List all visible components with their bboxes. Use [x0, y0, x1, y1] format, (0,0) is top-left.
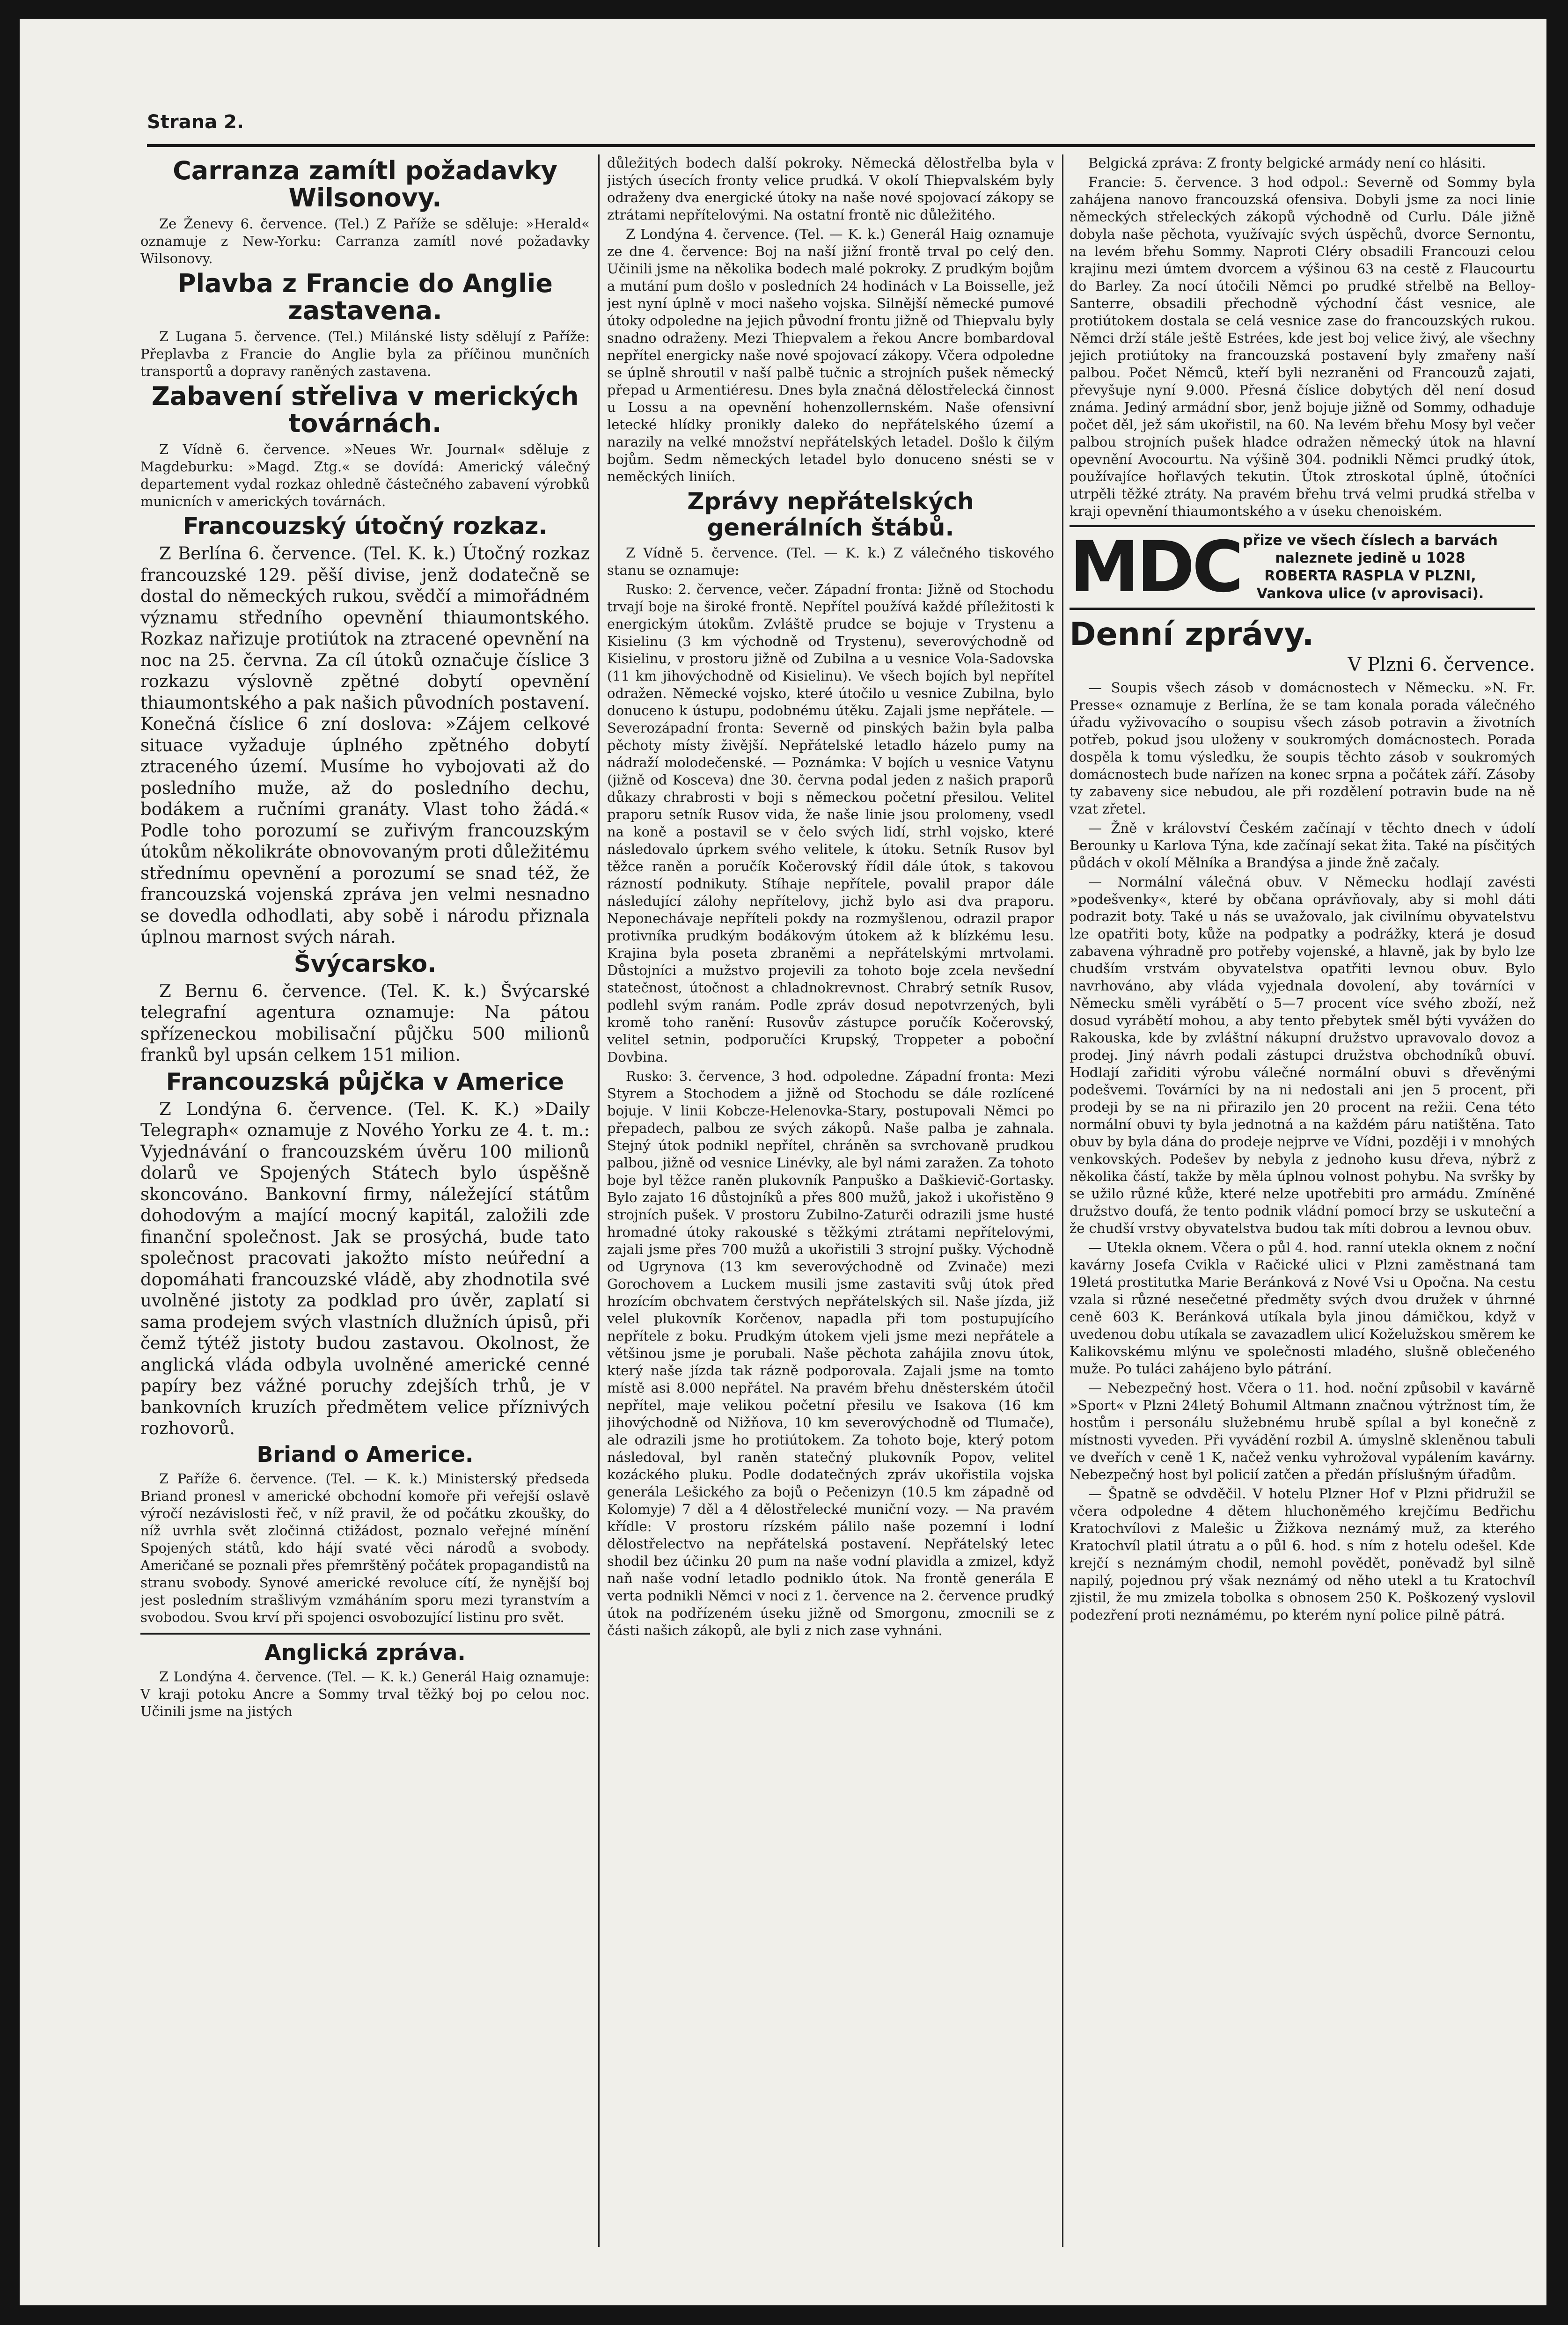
- advertisement: [1070, 525, 1535, 610]
- dateline: V Plzni 6. července.: [1348, 654, 1535, 675]
- article-stab-rusko-1: Rusko: 2. července, večer. Západní fronta: Jižně od Stochodu trvají boje na široké frontě. Nepřítel používá každé příležitosti k energickým útokům. Zvláště prudce se bojuje v Trystenu a Kisielinu (3 km východně od Trystenu), severovýchodně od Kisielinu, v prostoru jižně od Zubilna a u vesnice Vola-Sadovska (11 km jihovýchodně od Kisielinu). Ve všech bojích byl nepřítel odražen. Německé vojsko, které útočilo u vesnice Zubilna, bylo donuceno k ústupu, podobnému útěku. Zajali jsme nepřátele. — Severozápadní fronta: Severně od pinských bažin byla palba pěchoty místy živější. Nepřátelské letadlo házelo pumy na nádraží molodečenské. — Poznámka: V bojích u vesnice Vatynu (jižně od Kosceva) dne 30. června podal jeden z našich praporů důkazy chrabrosti v boji s německou početní přesilou. Velitel praporu setník Rusov vida, že naše linie jsou prolomeny, vsedl na koně a postavil se v čelo svých lidí, strhl vojsko, které následovalo úprkem svého velitele, k útoku. Setník Rusov byl těžce raněn a poručík Kočerovský řídil dále útok, s takovou rázností podnikuty. Stíhaje nepřítele, povalil prapor dále následující zálohy nepřítelovy, jichž bylo asi dva praporu. Neponechávaje nepříteli pokdy na rozmyšlenou, odrazil prapor protivníka prudkým bodákovým útokem až k blízkému lesu. Krajina byla poseta zbraněmi a nepřátelskými mrtvolami. Důstojníci a mužstvo projevili za tohoto boje zcela nevšední statečnost, útočnost a chladnokrevnost. Chrabrý setník Rusov, podlehl svým ranám. Podle zpráv dosud nepotvrzených, byli kromě toho ranění: Rusovův zástupce poručík Kočerovský, velitel setnin, podporučíci Krupský, Troppeter a poboční Dovbina.: [607, 581, 1054, 1065]
- headline-plavba: Plavba z Francie do Anglie zastavena.: [177, 269, 553, 325]
- article-utocny-rozkaz: Z Berlína 6. července. (Tel. K. k.) Útočný rozkaz francouzské 129. pěší divise, jenž dodatečně se dostal do německých rukou, svědčí a mimořádném významu středního opevnění thiaumontského. Rozkaz nařizuje protiútok na ztracené opevnění na noc na 25. června. Za cíl útoků označuje číslice 3 rozkazu výslovně zpětné dobytí opevnění thiaumontského a pak našich původních postavení. Konečná číslice 6 zní doslova: »Zájem celkové situace vyžaduje úplného zpětného dobytí ztraceného území. Musíme ho vybojovati až do posledního muže, až do posledního dechu, bodákem a ručními granáty. Vlast toho žádá.« Podle toho porozumí se zuřivým francouzským útokům několikráte obnovovaným proti důležitému střednímu opevnění a porozumí se snad též, že francouzská vojenská zpráva jen velmi nesnadno se dovedla odhodlati, aby sobě i národu přiznala úplnou marnost svých nárah.: [140, 543, 590, 947]
- column-rule: [598, 154, 600, 2247]
- news-host: — Nebezpečný host. Včera o 11. hod. noční způsobil v kavárně »Sport« v Plzni 24letý Bohumil Altmann značnou výtržnost tím, že hostům i personálu služebnému hrubě spílal a byl konečně z místnosti vyveden. Při vyvádění rozbil A. úmyslně skleněnou tabuli ve dveřích v ceně 1 K, načež venku vyhrožoval vypálením kavárny. Nebezpečný host byl policií zatčen a předán příslušným úřadům.: [1070, 1380, 1535, 1482]
- article-svycarsko: Z Bernu 6. července. (Tel. K. k.) Švýcarské telegrafní agentura oznamuje: Na pátou spřízeneckou mobilisační půjčku 500 milionů franků byl upsán celkem 151 milion.: [140, 981, 590, 1065]
- news-soupis: — Soupis všech zásob v domácnostech v Německu. »N. Fr. Presse« oznamuje z Berlína, že se tam konala porada válečného úřadu vyživovacího o soupisu všech zásob potravin a životních potřeb, pokud jsou uloženy v soukromých domácnostech. Porada dospěla k tomu výsledku, že soupis těchto zásob v soukromých domácnostech bude nařízen na konec srpna a počátek září. Zásoby ty zabaveny sice nebudou, ale při rozdělení potravin bude na ně vzat zřetel.: [1070, 680, 1535, 817]
- article-stab-rusko-2: Rusko: 3. července, 3 hod. odpoledne. Západní fronta: Mezi Styrem a Stochodem a jižně od Stochodu se dále rozlícené bojuje. V linii Kobcze-Helenovka-Stary, postupovali Němci po přepadech, palbou ze svých zákopů. Naše palba je zahnala. Stejný útok podnikl nepřítel, chráněn sa svrchovaně prudkou palbou, jižně od vesnice Linévky, ale byl námi zaražen. Za tohoto boje byl těžce raněn plukovník Panpuško a Daškievič-Gortasky. Bylo zajato 16 důstojníků a přes 800 mužů, jakož i ukořistěno 9 strojních pušek. V prostoru Zubilno-Zaturči odrazili jsme husté hromadné útoky rakouské s těžkými ztrátami nepřítelovými, zajali jsme přes 700 mužů a ukořistili 3 strojní pušky. Východně od Ugrynova (13 km severovýchodně od Zvinače) mezi Gorochovem a Luckem musili jsme zastaviti svůj útok před hrozícím obchvatem čerstvých nepřátelských sil. Naše jízda, již velel plukovník Korčenov, napadla při tom postupujícího nepřítele z boku. Prudkým útokem vjeli jsme mezi nepřátele a většinou jsme je porubali. Naše pěchota zahájila znovu útok, který naše jízda tak rázně podporovala. Zajali jsme na tomto místě asi 8.000 nepřátel. Na pravém břehu dněsterském útočil nepřítel, maje velikou početní přesilu ve Isakova (16 km jihovýchodně od Nižňova, 10 km severovýchodně od Tlumače), ale odrazili jsme ho protiútokem. Za tohoto boje, který potom následoval, byl raněn statečný plukovník Popov, velitel kozáckého pluku. Podle dodatečných zpráv ukořistila vojska generála Lešického za bojů o Pečenizyn (10.5 km západně od Kolomyje) 7 děl a 4 dělostřelecké muniční vozy. — Na pravém křídle: V prostoru rízském pálilo naše pozemní i lodní dělostřelectvo na nepřátelská postavení. Nepřátelský letec shodil bez účinku 20 pum na naše vodní plavidla a zmizel, když naň naše vodní letadlo podniklo útok. Na frontě generála E verta podnikli Němci v noci z 1. července na 2. července prudký útok na podřízeném úseku jižně od Smorgonu, zmocnili se z části našich zákopů, ale byli z nich zase vyhnáni.: [607, 1068, 1054, 1638]
- article-zabaveni: Z Vídně 6. července. »Neues Wr. Journal« sděluje z Magdeburku: »Magd. Ztg.« se dovídá: Americký válečný departement vydal rozkaz ohledně částečného zabavení výrobků municních v amerických továrnách.: [140, 441, 590, 509]
- column-rule: [1062, 154, 1063, 2247]
- ad-line-3: Vankova ulice (v aprovisaci).: [1256, 586, 1484, 602]
- column-1: [140, 154, 590, 2270]
- column-2: [607, 154, 1054, 2270]
- headline-svycarsko: Švýcarsko.: [293, 950, 437, 977]
- ad-line-1: přize ve všech číslech a barvách naleznete jedině u 1028: [1243, 532, 1498, 566]
- article-francie: Francie: 5. července. 3 hod odpol.: Severně od Sommy byla zahájena nanovo francouzská ofensiva. Dobyli jsme za noci linie německých střeleckých zákopů východně od Curlu. Dále jižně dobyla naše pěchota, využívajíc svých úspěchů, dvorce Sernontu, na levém břehu Sommy. Naproti Cléry obsadili Francouzi celou krajinu mezi úmtem dvorcem a výšinou 63 na cestě z Flaucourtu do Barley. Za nocí útočili Němci po prudké střelbě na Belloy-Santerre, obsadili přechodně východní část vesnice, ale protiútokem dostala se celá vesnice zase do francouzských rukou. Němci drží stále ještě Estrées, kde jest boj velice živý, ale všechny jejich protiútoky na francouzská postavení byly zmařeny naší palbou. Počet Němců, kteří byli nezraněni od Francouzů zajati, převyšuje nyní 9.000. Přesná číslice dobytých děl není dosud známa. Jediný armádní sbor, jenž bojuje jižně od Sommy, odhaduje počet děl, jež sám ukořistil, na 60. Na levém břehu Mosy byl večer palbou strojních pušek hladce odražen německý útok na hlavní opevnění Avocourtu. Na výšině 304. podnikli Němci prudký útok, používajíce hořlavých tekutin. Útok ztroskotal úplně, útočníci utrpěli těžké ztráty. Na pravém břehu trvá velmi prudká střelba v kraji opevnění thiaumontského a v úseku chenoiském.: [1070, 174, 1535, 519]
- article-anglicka-london: Z Londýna 4. července. (Tel. — K. k.) Generál Haig oznamuje ze dne 4. července: Boj na naší jižní frontě trval po celý den. Učinili jsme na několika bodech malé pokroky. Z prudkým bojům a mutání pum došlo v posledních 24 hodinách v La Boisselle, jež jest nyní úplně v moci našeho vojska. Silnější německé pumové útoky odpoledne na jejich původní frontu jižně od Thiepvalu byly snadno odraženy. Mezi Thiepvalem a řekou Ancre bombardoval nepřítel energicky naše nové spojovací zákopy. Včera odpoledne se úplně shroutil v naší palbě tučnic a strojních pušek německý přepad u Armentiéresu. Dnes byla značná dělostřelecká činnost u Lossu a na opevnění hohenzollernském. Naše ofensivní letecké hlídky pronikly daleko do nepřátelského území a narazily na velké množství nepřátelských letadel. Došlo k čilým bojům. Sedm německých letadel bylo donuceno snésti se v neměckých liniích.: [607, 226, 1054, 484]
- ad-logo: MDC: [1070, 527, 1241, 608]
- article-carranza: Ze Ženevy 6. července. (Tel.) Z Paříže se sděluje: »Herald« oznamuje z New-Yorku: Carranza zamítl nové požadavky Wilsonovy.: [140, 216, 590, 266]
- article-plavba: Z Lugana 5. července. (Tel.) Milánské listy sdělují z Paříže: Přeplavba z Francie do Anglie byla za příčinou munčních transportů a dopravy raněných zastavena.: [140, 329, 590, 379]
- headline-utocny-rozkaz: Francouzský útočný rozkaz.: [183, 513, 548, 540]
- headline-briand: Briand o Americe.: [256, 1441, 474, 1467]
- article-anglicka: Z Londýna 4. července. (Tel. — K. k.) Generál Haig oznamuje: V kraji potoku Ancre a Sommy trval těžký boj po celou noc. Učinili jsme na jistých: [140, 1668, 590, 1719]
- page-number: Strana 2.: [147, 111, 244, 133]
- headline-pujcka: Francouzská půjčka v Americe: [166, 1068, 564, 1095]
- headline-denni-zpravy: Denní zprávy.: [1070, 616, 1314, 653]
- article-briand: Z Paříže 6. července. (Tel. — K. k.) Ministerský předseda Briand pronesl v americké obchodní komoře při veřejší oslavě výročí nezávislosti řeč, v níž pravil, že od počátku zkoušky, do níž uvrhla svět zločinná ctižádost, poznalo veřejné mínění Spojených států, kdo hájí svaté věci národů a svobody. Američané se poznali přes přemrštěný počátek propagandistů na stranu svobody. Synové americké revoluce cítí, že nynější boj jest posledním strašlivým vzmáháním sporu mezi tyranstvím a svobodou. Svou krví při spojenci osvobozující listinu pro svět.: [140, 1470, 590, 1625]
- column-3: [1070, 154, 1535, 2270]
- page-header: [147, 108, 1535, 147]
- headline-carranza: Carranza zamítl požadavky Wilsonovy.: [173, 156, 557, 213]
- news-odvdecil: — Špatně se odvděčil. V hotelu Plzner Hof v Plzni přidružil se včera odpoledne 4 dětem hluchoněmého krejčímu Bedřichu Kratochvílovi z Malešic u Žižkova neznámý muž, za kterého Kratochvíl platil útratu a o půl 6. hod. s ním z hotelu odešel. Kde krejčí s neznámým chodil, nemohl povědět, poněvadž byl silně napilý, pojednou prý však neznámý od něho utekl a tu Kratochvíl zjistil, že mu zmizela tobolka s obnosem 250 K. Poškozený vyslovil podezření proti neznámému, po kterém nyní police pilně pátrá.: [1070, 1486, 1535, 1623]
- headline-zpravy-stabu: Zprávy nepřátelských generálních štábů.: [687, 488, 974, 541]
- news-utekla: — Utekla oknem. Včera o půl 4. hod. ranní utekla oknem z noční kavárny Josefa Cvikla v Račické ulici v Plzni zaměstnaná tam 19letá prostitutka Marie Beránková z Nové Vsi u Opočna. Na cestu vzala si různé nesečetné předměty svých dvou družek v úhrnné ceně 603 K. Beránková utíkala byla jinou dámičkou, když v uvedenou dobu utíkala se zavazadlem ulicí Koželužskou směrem ke Kalikovskému mlýnu ve společnosti mladého, slušně oblečeného muže. Po tuláci zahájeno bylo pátrání.: [1070, 1240, 1535, 1377]
- article-belgicka: Belgická zpráva: Z fronty belgické armády není co hlásiti.: [1088, 155, 1486, 171]
- article-anglicka-continued: důležitých bodech další pokroky. Německá dělostřelba byla v jistých úsecích fronty velice prudká. V okolí Thiepvalském byly odraženy dva energické útoky na naše nové spojovací zákopy se ztrátami nepřítelovými. Na ostatní frontě nic důležitého.: [607, 155, 1054, 223]
- article-pujcka: Z Londýna 6. července. (Tel. K. K.) »Daily Telegraph« oznamuje z Nového Yorku ze 4. t. m.: Vyjednávání o francouzském úvěru 100 milionů dolarů ve Spojených Státech bylo úspěšně skoncováno. Bankovní firmy, náležející státům dohodovým a mající mocný kapitál, založili zde finanční společnost. Jak se prosýchá, bude tato společnost pracovati jakožto místo neúřední a dopomáhati francouzské vládě, aby zhodnotila své uvolněné jistoty za podklad pro úvěr, zaplatí si sama prodejem svých vlastních dlužních úpisů, při čemž týtéž jistoty budou zastavou. Okolnost, že anglická vláda odbyla uvolněné americké cenné papíry bez vážné poruchy zdejších trhů, je v bankovních kruzích předmětem velice příznivých rozhovorů.: [140, 1099, 590, 1438]
- news-zne: — Žně v království Českém začínají v těchto dnech v údolí Berounky u Karlova Týna, kde začínají sekat žita. Také na písčitých půdách v okolí Mělníka a Brandýsa a jinde žně začaly.: [1070, 820, 1535, 871]
- section-separator: [140, 1633, 590, 1635]
- ad-text: [1205, 532, 1535, 603]
- ad-line-2: ROBERTA RASPLA V PLZNI,: [1264, 568, 1476, 584]
- newspaper-page: [20, 19, 1546, 2305]
- news-obuv: — Normální válečná obuv. V Německu hodlají zavésti »podešvenky«, které by občana oprávňovaly, aby si mohl dáti podrazit boty. Také u nás se uvažovalo, jak civilnímu obyvatelstvu lze opatřiti boty, kůže na podpatky a podrážky, která je dosud zabavena výhradně pro potřeby vojenské, a hlavně, jak by bylo lze chudším vrstvám obyvatelstva opatřiti levnou obuv. Bylo navrhováno, aby vláda vyjednala dovolení, aby továrníci v Německu směli vyrábětí o 5—7 procent více svého zboží, než dosud vyrábětí mohou, a aby tento přebytek směl býti vyvážen do Rakouska, kde by zvláštní nákupní družstvo upravovalo dovoz a prodej. Jiný návrh podali zástupci družstva obchodníků obuví. Hodlají zařiditi výrobu válečné normální obuvi s dřevěnými podešvemi. Továrníci by na ni nedostali ani jen 5 procent, při prodeji by se na ni přirazilo jen 20 procent na režii. Cena této normální obuvi ty byla jednotná a na každém páru natištěna. Tato obuv by byla dána do prodeje nejprve ve Vídni, později i v mnohých venkovských. Podešev by nebyla z jednoho kusu dřeva, nýbrž z několika částí, takže by měla úplnou volnost pohybu. Na svršky by se užilo různé kůže, které nelze upotřebiti pro armádu. Zmíněné družstvo doufá, že tento podnik vládní pomocí brzy se uskuteční a že chudší vrstvy obyvatelstva budou tak míti dobrou a levnou obuv.: [1070, 874, 1535, 1236]
- article-stab-intro: Z Vídně 5. července. (Tel. — K. k.) Z válečného tiskového stanu se oznamuje:: [607, 545, 1054, 578]
- headline-anglicka: Anglická zpráva.: [264, 1639, 466, 1665]
- headline-zabaveni: Zabavení střeliva v merických továrnách.: [151, 381, 579, 438]
